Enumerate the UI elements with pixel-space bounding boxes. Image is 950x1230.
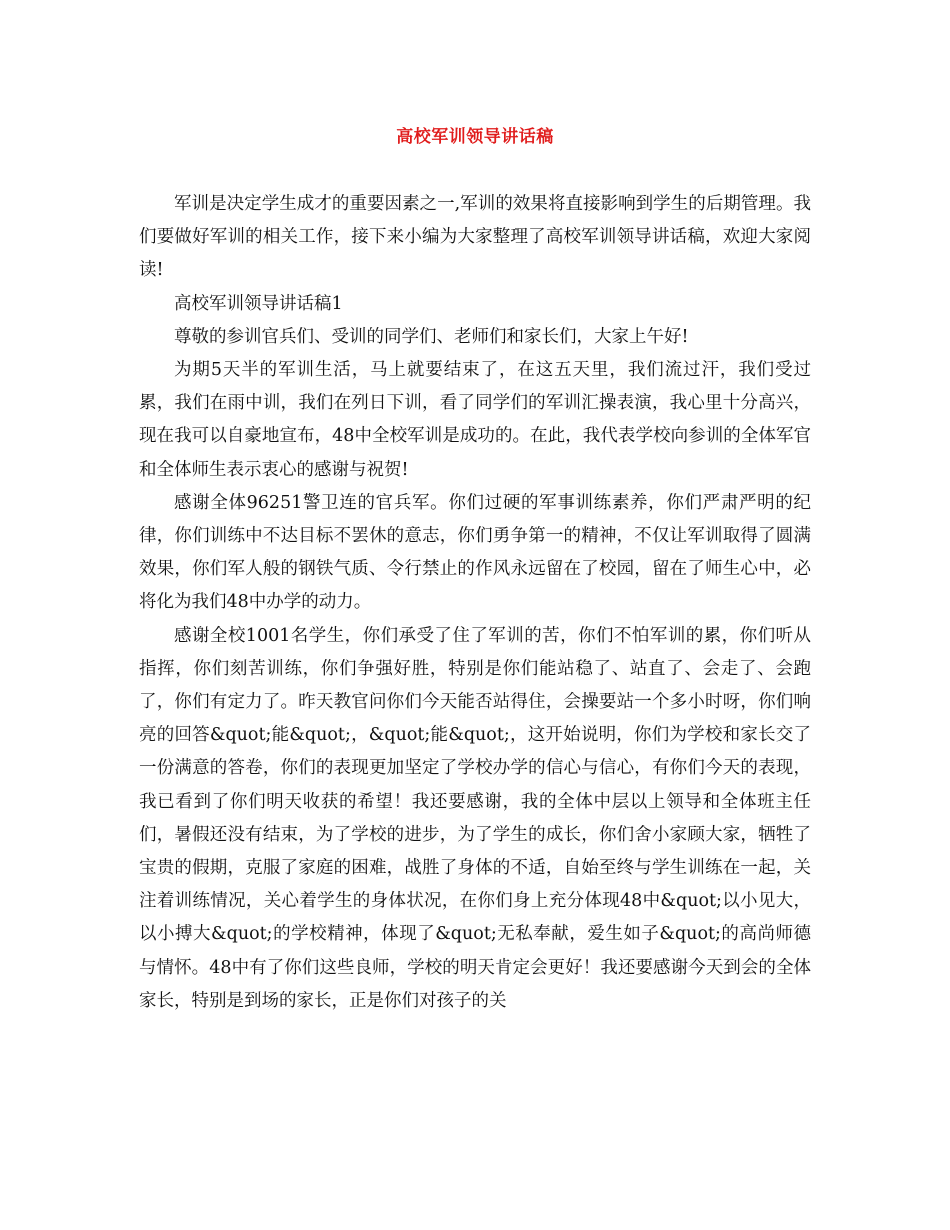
greeting-paragraph: 尊敬的参训官兵们、受训的同学们、老师们和家长们，大家上午好!	[174, 326, 689, 347]
body-paragraph: 感谢全校1001名学生，你们承受了住了军训的苦，你们不怕军训的累，你们听从指挥，你们刻苦训练，你们争强好胜，特别是你们能站稳了、站直了、会走了、会跑了，你们有定力了。昨天教官问你们今天能否站得住，会操要站一个多小时呀，你们响亮的回答&quot;能&quot;，&quot;能&quot;，这开始说明，你们为学校和家长交了一份满意的答卷，你们的表现更加坚定了学校办学的信心与信心，有你们今天的表现，我已看到了你们明天收获的希望！我还要感谢，我的全体中层以上领导和全体班主任们，暑假还没有结束，为了学校的进步，为了学生的成长，你们舍小家顾大家，牺牲了宝贵的假期，克服了家庭的困难，战胜了身体的不适，自始至终与学生训练在一起，关注着训练情况，关心着学生的身体状况，在你们身上充分体现48中&quot;以小见大，以小搏大&quot;的学校精神，体现了&quot;无私奉献，爱生如子&quot;的高尚师德与情怀。48中有了你们这些良师，学校的明天肯定会更好！我还要感谢今天到会的全体家长，特别是到场的家长，正是你们对孩子的关	[139, 625, 811, 1011]
body-paragraph: 为期5天半的军训生活，马上就要结束了，在这五天里，我们流过汗，我们受过累，我们在雨中训，我们在列日下训，看了同学们的军训汇操表演，我心里十分高兴，现在我可以自豪地宣布，48中全校军训是成功的。在此，我代表学校向参训的全体军官和全体师生表示衷心的感谢与祝贺!	[139, 360, 811, 480]
document-body	[139, 188, 811, 1018]
section-heading: 高校军训领导讲话稿1	[174, 293, 343, 314]
page-title: 高校军训领导讲话稿	[396, 127, 554, 147]
body-paragraph: 感谢全体96251警卫连的官兵军。你们过硬的军事训练素养，你们严肃严明的纪律，你们训练中不达目标不罢休的意志，你们勇争第一的精神，不仅让军训取得了圆满效果，你们军人般的钢铁气质、令行禁止的作风永远留在了校园，留在了师生心中，必将化为我们48中办学的动力。	[139, 492, 811, 613]
intro-paragraph: 军训是决定学生成才的重要因素之一,军训的效果将直接影响到学生的后期管理。我们要做好军训的相关工作，接下来小编为大家整理了高校军训领导讲话稿，欢迎大家阅读!	[139, 194, 811, 281]
